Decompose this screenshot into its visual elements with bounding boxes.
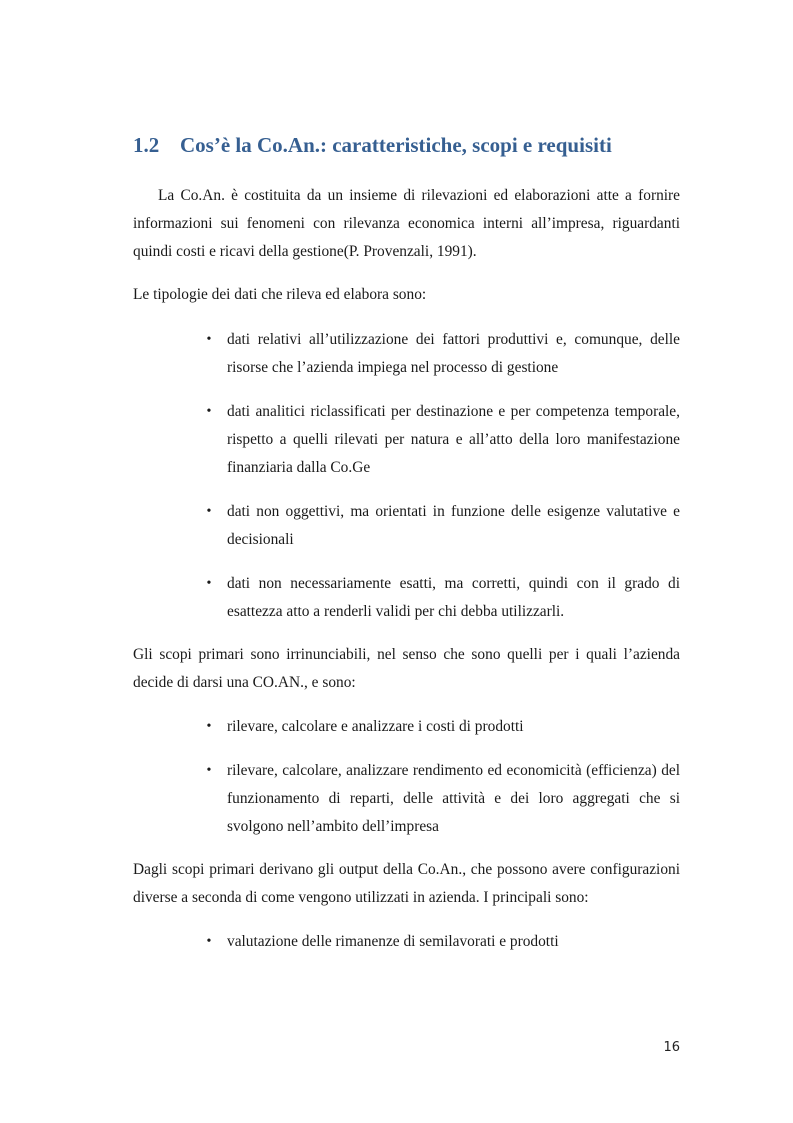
tipologie-paragraph: Le tipologie dei dati che rileva ed elabora sono:	[133, 286, 427, 303]
list-item	[133, 713, 680, 741]
list-item	[133, 757, 680, 841]
scopi-list	[133, 713, 680, 841]
list-item	[133, 570, 680, 626]
bullet-icon: •	[206, 332, 212, 347]
list-item	[133, 326, 680, 382]
tipologie-list	[133, 326, 680, 626]
list-item	[133, 398, 680, 482]
output-paragraph: Dagli scopi primari derivano gli output della Co.An., che possono avere configurazioni diverse a seconda di come vengono utilizzati in azienda. I principali sono:	[133, 861, 680, 906]
bullet-icon: •	[206, 504, 212, 519]
scopi-paragraph: Gli scopi primari sono irrinunciabili, nel senso che sono quelli per i quali l’azienda decide di darsi una CO.AN., e sono:	[133, 646, 680, 691]
list-item	[133, 498, 680, 554]
bullet-icon: •	[206, 934, 212, 949]
list-item-text: rilevare, calcolare e analizzare i costi di prodotti	[227, 718, 524, 735]
list-item-text: dati non necessariamente esatti, ma corretti, quindi con il grado di esattezza atto a renderli validi per chi debba utilizzarli.	[227, 575, 680, 620]
list-item-text: dati relativi all’utilizzazione dei fattori produttivi e, comunque, delle risorse che l’azienda impiega nel processo di gestione	[227, 331, 680, 376]
list-item-text: dati analitici riclassificati per destinazione e per competenza temporale, rispetto a quelli rilevati per natura e all’atto della loro manifestazione finanziaria dalla Co.Ge	[227, 403, 680, 476]
bullet-icon: •	[206, 719, 212, 734]
bullet-icon: •	[206, 763, 212, 778]
document-body	[133, 182, 680, 956]
list-item-text: rilevare, calcolare, analizzare rendimento ed economicità (efficienza) del funzionamento di reparti, delle attività e dei loro aggregati che si svolgono nell’ambito dell’impresa	[227, 762, 680, 835]
section-number: 1.2	[133, 133, 160, 157]
bullet-icon: •	[206, 404, 212, 419]
section-heading	[133, 131, 612, 159]
intro-paragraph: La Co.An. è costituita da un insieme di rilevazioni ed elaborazioni atte a fornire informazioni sui fenomeni con rilevanza economica interni all’impresa, riguardanti quindi costi e ricavi della gestione(P. Provenzali, 1991).	[133, 187, 680, 260]
page-number: 16	[663, 1040, 680, 1055]
list-item-text: dati non oggettivi, ma orientati in funzione delle esigenze valutative e decisionali	[227, 503, 680, 548]
output-list	[133, 928, 680, 956]
bullet-icon: •	[206, 576, 212, 591]
list-item-text: valutazione delle rimanenze di semilavorati e prodotti	[227, 933, 559, 950]
list-item	[133, 928, 680, 956]
section-title: Cos’è la Co.An.: caratteristiche, scopi e requisiti	[180, 133, 612, 157]
